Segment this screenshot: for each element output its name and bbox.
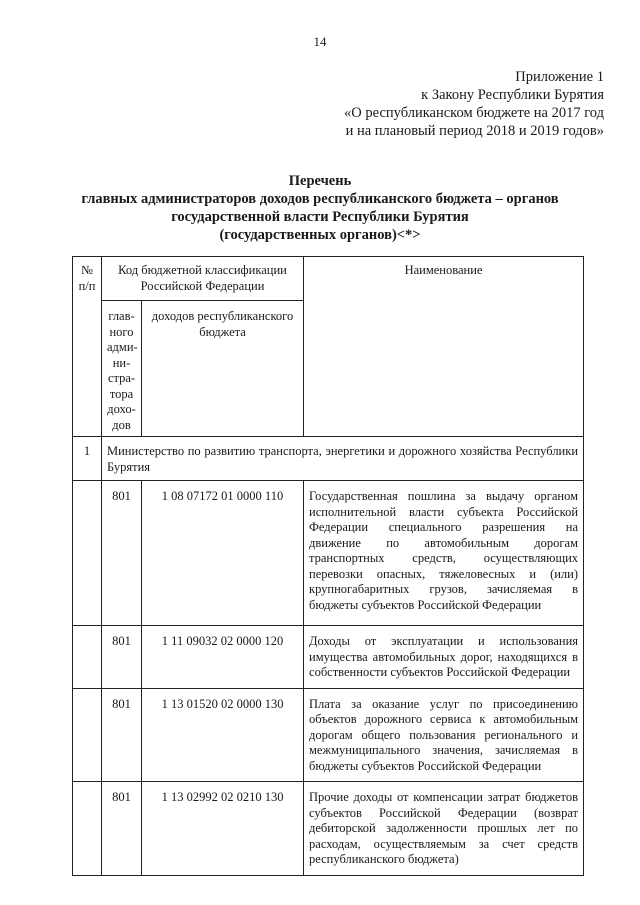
title-line: (государственных органов)<*> bbox=[219, 227, 421, 243]
revenue-code: 1 13 02992 02 0210 130 bbox=[142, 782, 304, 876]
header-number: № п/п bbox=[73, 257, 102, 437]
header-code: Код бюджетной классификации Российской Федерации bbox=[102, 257, 304, 301]
appendix-line: к Закону Республики Бурятия bbox=[421, 87, 604, 103]
section-title: Министерство по развитию транспорта, энергетики и дорожного хозяйства Республики Бурятия bbox=[102, 437, 584, 481]
admin-code: 801 bbox=[102, 481, 142, 626]
table-row bbox=[73, 782, 584, 876]
revenue-name: Государственная пошлина за выдачу органом исполнительной власти субъекта Российской Федерации специального разрешения на движение по автомобильным дорогам транспортных средств, осуществляющих перевозки опасных, тяжеловесных и (или) крупногабаритных грузов, зачисляемая в бюджеты субъектов Российской Федерации bbox=[304, 481, 584, 626]
appendix-note bbox=[264, 68, 604, 140]
revenue-code: 1 08 07172 01 0000 110 bbox=[142, 481, 304, 626]
admin-code: 801 bbox=[102, 688, 142, 782]
revenue-code: 1 11 09032 02 0000 120 bbox=[142, 626, 304, 689]
header-name: Наименование bbox=[304, 257, 584, 437]
page-number: 14 bbox=[313, 34, 327, 49]
section-row bbox=[73, 437, 584, 481]
appendix-line: и на плановый период 2018 и 2019 годов» bbox=[345, 123, 604, 139]
table-header-row bbox=[73, 257, 584, 301]
appendix-line: Приложение 1 bbox=[515, 69, 604, 85]
row-number bbox=[73, 626, 102, 689]
title-line: Перечень bbox=[288, 173, 352, 189]
admin-code: 801 bbox=[102, 626, 142, 689]
title-line: государственной власти Республики Бурятия bbox=[171, 209, 469, 225]
revenue-name: Прочие доходы от компенсации затрат бюджетов субъектов Российской Федерации (возврат дебиторской задолженности прошлых лет по расходам, осуществляемым за счет средств республиканского бюджета) bbox=[304, 782, 584, 876]
admin-code: 801 bbox=[102, 782, 142, 876]
header-revenue: доходов республиканского бюджета bbox=[142, 301, 304, 437]
row-number bbox=[73, 688, 102, 782]
revenue-administrators-table bbox=[72, 256, 584, 876]
section-number: 1 bbox=[73, 437, 102, 481]
revenue-name: Доходы от эксплуатации и использования имущества автомобильных дорог, находящихся в собственности субъектов Российской Федерации bbox=[304, 626, 584, 689]
header-admin: глав-ного адми-ни-стра-тора дохо-дов bbox=[102, 301, 142, 437]
document-title bbox=[40, 172, 600, 244]
table-row bbox=[73, 688, 584, 782]
revenue-code: 1 13 01520 02 0000 130 bbox=[142, 688, 304, 782]
revenue-name: Плата за оказание услуг по присоединению объектов дорожного сервиса к автомобильным дорогам общего пользования регионального и межмуниципального значения, зачисляемая в бюджеты субъектов Российской Федерации bbox=[304, 688, 584, 782]
title-line: главных администраторов доходов республиканского бюджета – органов bbox=[81, 191, 559, 207]
row-number bbox=[73, 782, 102, 876]
row-number bbox=[73, 481, 102, 626]
table-row bbox=[73, 626, 584, 689]
appendix-line: «О республиканском бюджете на 2017 год bbox=[344, 105, 604, 121]
table-row bbox=[73, 481, 584, 626]
